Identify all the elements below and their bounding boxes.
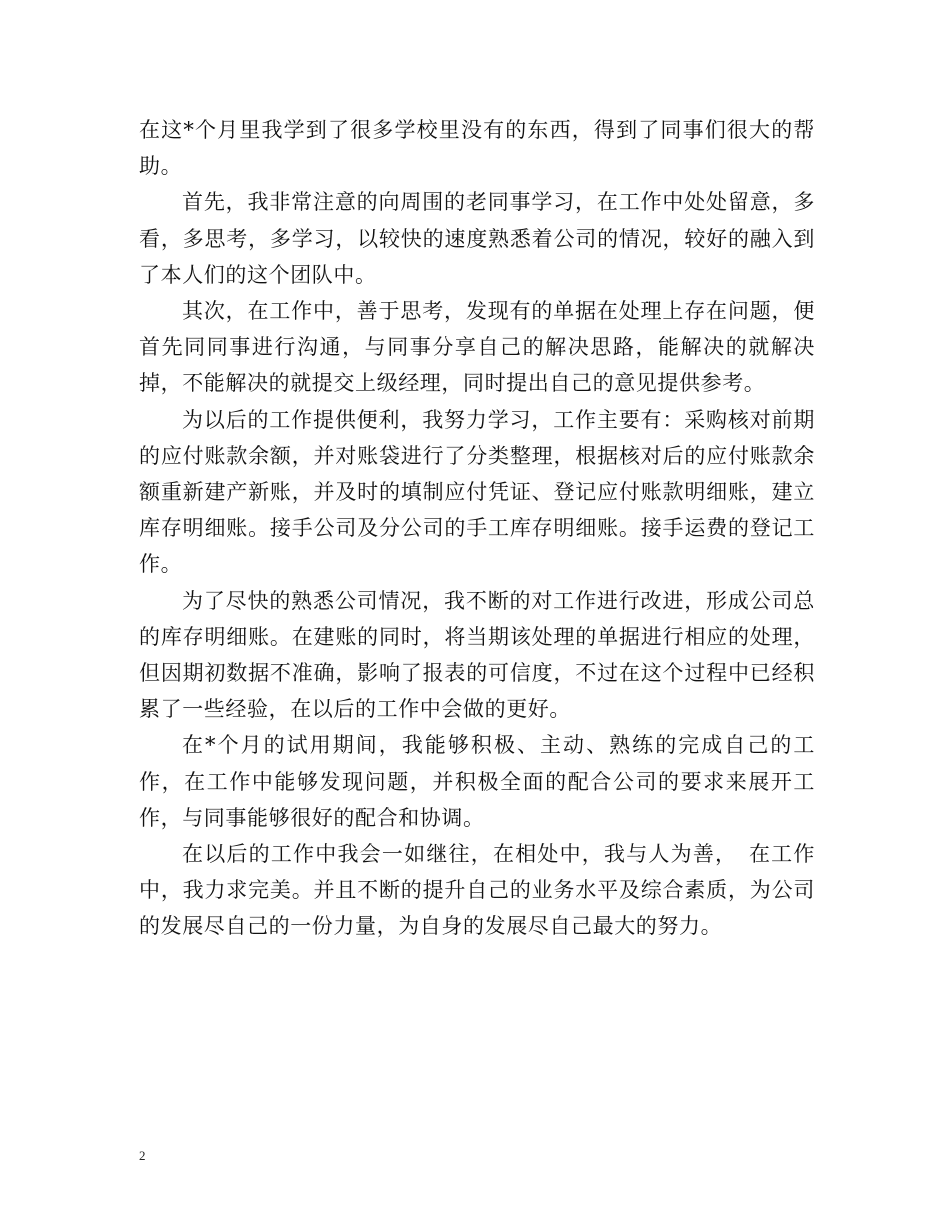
paragraph-3: 其次，在工作中，善于思考，发现有的单据在处理上存在问题，便首先同同事进行沟通，与同事分享自己的解决思路，能解决的就解决掉，不能解决的就提交上级经理，同时提出自己的意见提供参考。 <box>139 299 815 396</box>
paragraph-7: 在以后的工作中我会一如继往，在相处中，我与人为善， 在工作中，我力求完美。并且不断的提升自己的业务水平及综合素质，为公司的发展尽自己的一份力量，为自身的发展尽自己最大的努力。 <box>139 842 815 939</box>
document-body <box>139 112 815 945</box>
paragraph-5: 为了尽快的熟悉公司情况，我不断的对工作进行改进，形成公司总的库存明细账。在建账的同时，将当期该处理的单据进行相应的处理，但因期初数据不准确，影响了报表的可信度，不过在这个过程中已经积累了一些经验，在以后的工作中会做的更好。 <box>139 588 815 722</box>
paragraph-4: 为以后的工作提供便利，我努力学习，工作主要有：采购核对前期的应付账款余额，并对账袋进行了分类整理，根据核对后的应付账款余额重新建产新账，并及时的填制应付凭证、登记应付账款明细账，建立库存明细账。接手公司及分公司的手工库存明细账。接手运费的登记工作。 <box>139 407 815 577</box>
paragraph-6: 在*个月的试用期间，我能够积极、主动、熟练的完成自己的工作，在工作中能够发现问题，并积极全面的配合公司的要求来展开工作，与同事能够很好的配合和协调。 <box>139 733 815 830</box>
paragraph-2: 首先，我非常注意的向周围的老同事学习，在工作中处处留意，多看，多思考，多学习，以较快的速度熟悉着公司的情况，较好的融入到了本人们的这个团队中。 <box>139 190 815 287</box>
paragraph-1: 在这*个月里我学到了很多学校里没有的东西，得到了同事们很大的帮助。 <box>139 118 815 179</box>
page-number: 2 <box>139 1148 146 1163</box>
